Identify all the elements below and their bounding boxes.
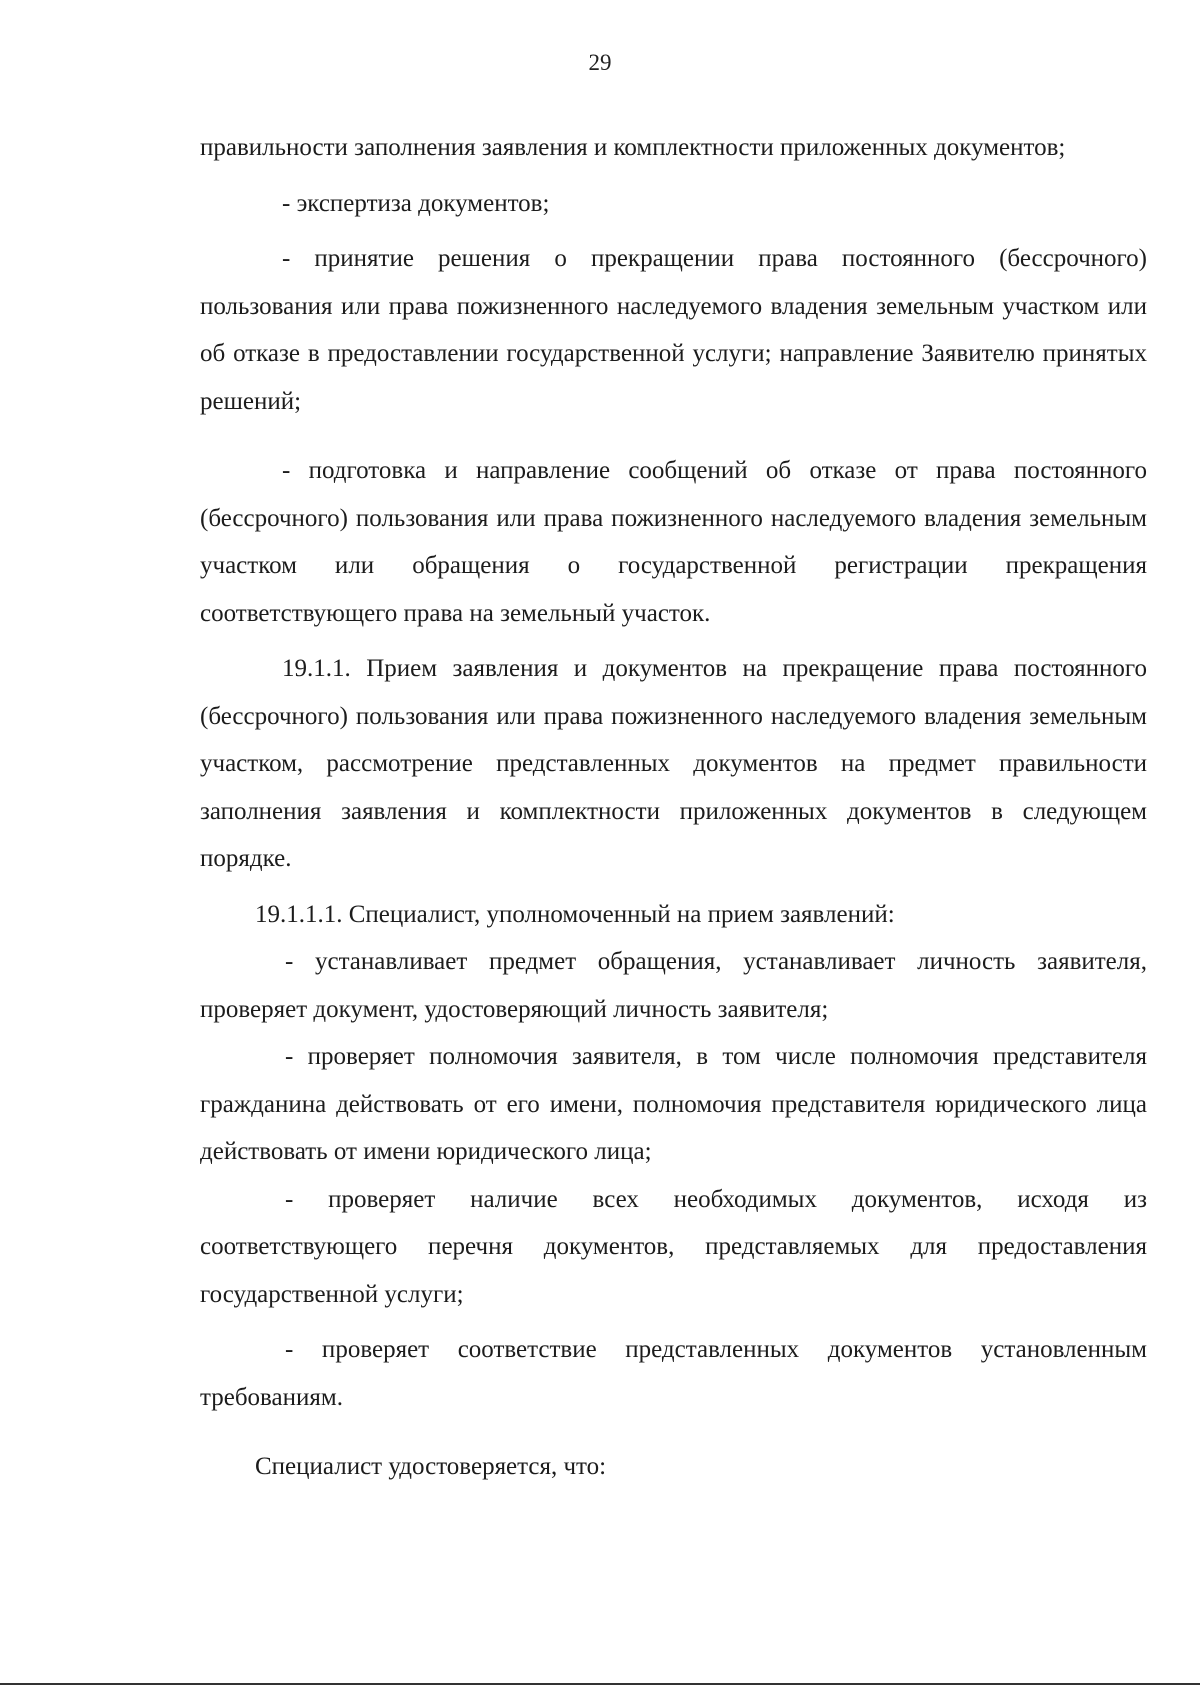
paragraph-expertise: - экспертиза документов; (282, 189, 550, 217)
paragraph-19-1-1-1: 19.1.1.1. Специалист, уполномоченный на прием заявлений: (255, 900, 895, 928)
paragraph-check-documents: - проверяет наличие всех необходимых документов, исходя из соответствующего перечня документов, представляемых для предоставления государственной услуги; (200, 1185, 1147, 1308)
document-body (200, 124, 1147, 1491)
paragraph-specialist-verifies: Специалист удостоверяется, что: (255, 1453, 607, 1480)
bottom-rule (0, 1683, 1200, 1685)
page-number: 29 (588, 50, 612, 75)
paragraph-decision: - принятие решения о прекращении права постоянного (бессрочного) пользования или права пожизненного наследуемого владения земельным участком или об отказе в предоставлении государственной услуги; направление Заявителю принятых решений; (200, 245, 1147, 415)
paragraph-establish-identity: - устанавливает предмет обращения, устанавливает личность заявителя, проверяет документ, удостоверяющий личность заявителя; (200, 948, 1147, 1023)
paragraph-check-authority: - проверяет полномочия заявителя, в том числе полномочия представителя гражданина действовать от его имени, полномочия представителя юридического лица действовать от имени юридического лица; (200, 1043, 1147, 1165)
paragraph-continuation: правильности заполнения заявления и комплектности приложенных документов; (200, 134, 1066, 161)
paragraph-notification: - подготовка и направление сообщений об отказе от права постоянного (бессрочного) пользования или права пожизненного наследуемого владения земельным участком или обращения о государственной регистрации прекращения соответствующего права на земельный участок. (200, 457, 1147, 627)
paragraph-19-1-1: 19.1.1. Прием заявления и документов на прекращение права постоянного (бессрочного) пользования или права пожизненного наследуемого владения земельным участком, рассмотрение представленных документов на предмет правильности заполнения заявления и комплектности приложенных документов в следующем порядке. (200, 655, 1147, 872)
paragraph-check-compliance: - проверяет соответствие представленных документов установленным требованиям. (200, 1336, 1147, 1411)
